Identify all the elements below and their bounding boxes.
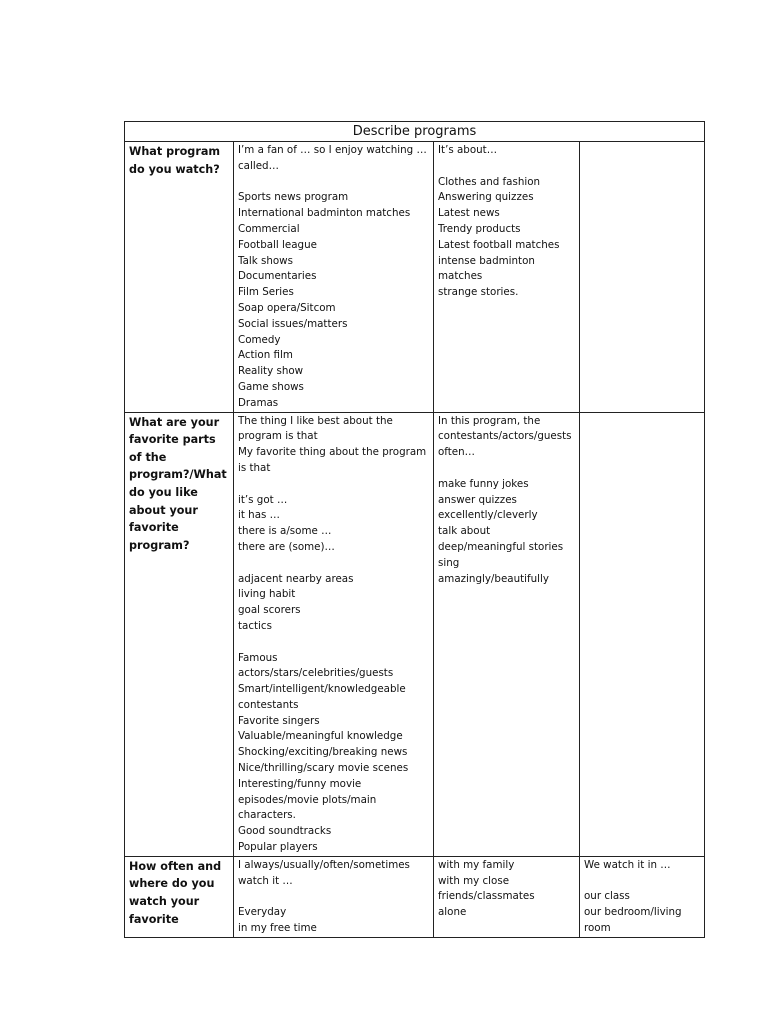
question-cell: What are your favorite parts of the program?/What do you like about your favorite program? [125, 412, 234, 856]
cell-line: intense badminton matches [438, 254, 539, 283]
cell-line: excellently/cleverly [438, 509, 538, 522]
cell-line: with my close friends/classmates [438, 874, 535, 903]
cell-line: it has … [238, 509, 280, 522]
cell-line: Popular players [238, 841, 318, 854]
topics-cell [434, 412, 580, 856]
cell-line: there is a/some … [238, 525, 332, 538]
cell-line: Famous actors/stars/celebrities/guests [238, 651, 394, 680]
cell-line: We watch it in … [584, 858, 671, 871]
question-cell: What program do you watch? [125, 142, 234, 413]
cell-line: tactics [238, 619, 272, 632]
title-row [125, 122, 705, 142]
cell-line: it’s got … [238, 493, 288, 506]
cell-line: Clothes and fashion [438, 175, 541, 188]
cell-line: sing [438, 556, 460, 569]
extra-cell [580, 142, 705, 413]
cell-line: Action film [238, 349, 293, 362]
cell-line: goal scorers [238, 604, 301, 617]
cell-line: Interesting/funny movie episodes/movie plots/main characters. [238, 777, 380, 822]
cell-line: answer quizzes [438, 493, 517, 506]
cell-line: Latest football matches [438, 238, 560, 251]
cell-line: Social issues/matters [238, 317, 348, 330]
cell-line: Comedy [238, 333, 281, 346]
phrases-cell [234, 856, 434, 937]
spacer [238, 175, 429, 191]
cell-line: Smart/intelligent/knowledgeable contestants [238, 683, 409, 711]
cell-line: Soap opera/Sitcom [238, 301, 336, 314]
cell-line: Reality show [238, 365, 304, 378]
cell-line: Talk shows [238, 254, 293, 267]
spacer [438, 461, 575, 477]
cell-line: alone [438, 906, 467, 919]
cell-line: Valuable/meaningful knowledge [238, 730, 403, 743]
cell-line: Commercial [238, 222, 300, 235]
topics-cell [434, 856, 580, 937]
cell-line: Film Series [238, 286, 294, 299]
topics-cell [434, 142, 580, 413]
cell-line: Documentaries [238, 270, 317, 283]
extra-cell [580, 856, 705, 937]
cell-line: International badminton matches [238, 207, 411, 220]
cell-line: strange stories. [438, 286, 519, 299]
spacer [238, 889, 429, 905]
cell-line: Favorite singers [238, 714, 320, 727]
cell-line: Game shows [238, 380, 304, 393]
table-row [125, 856, 705, 937]
cell-line: deep/meaningful stories [438, 540, 564, 553]
cell-line: talk about [438, 525, 491, 538]
cell-line: in my free time [238, 922, 317, 935]
cell-line: Trendy products [438, 222, 521, 235]
cell-line: amazingly/beautifully [438, 572, 549, 585]
cell-line: The thing I like best about the program is that [238, 414, 397, 443]
cell-line: Good soundtracks [238, 825, 332, 838]
cell-line: It’s about… [438, 144, 497, 156]
spacer [238, 635, 429, 651]
spacer [238, 477, 429, 493]
cell-line: Answering quizzes [438, 191, 534, 204]
cell-line: Dramas [238, 396, 279, 409]
table-row [125, 412, 705, 856]
extra-cell [580, 412, 705, 856]
cell-line: Latest news [438, 207, 500, 220]
table-row [125, 142, 705, 413]
cell-line: our class [584, 890, 630, 903]
describe-programs-table [124, 121, 705, 938]
cell-line: Nice/thrilling/scary movie scenes [238, 762, 409, 775]
cell-line: Everyday [238, 906, 287, 919]
cell-line: living habit [238, 588, 296, 601]
cell-line: with my family [438, 858, 515, 871]
phrases-cell [234, 412, 434, 856]
cell-line: Shocking/exciting/breaking news [238, 746, 408, 759]
cell-line: I always/usually/often/sometimes watch it … [238, 858, 414, 887]
spacer [438, 159, 575, 175]
spacer [238, 556, 429, 572]
spacer [584, 874, 700, 890]
cell-line: there are (some)… [238, 540, 335, 553]
cell-line: Sports news program [238, 191, 349, 204]
cell-line: My favorite thing about the program is that [238, 446, 430, 474]
cell-line: our bedroom/living room [584, 906, 685, 935]
cell-line: I’m a fan of … so I enjoy watching … called… [238, 144, 431, 172]
cell-line: Football league [238, 238, 317, 251]
cell-line: adjacent nearby areas [238, 572, 354, 585]
cell-line: make funny jokes [438, 477, 529, 490]
cell-line: In this program, the contestants/actors/guests often… [438, 414, 575, 459]
phrases-cell [234, 142, 434, 413]
question-cell: How often and where do you watch your favorite [125, 856, 234, 937]
table-title: Describe programs [125, 122, 705, 142]
